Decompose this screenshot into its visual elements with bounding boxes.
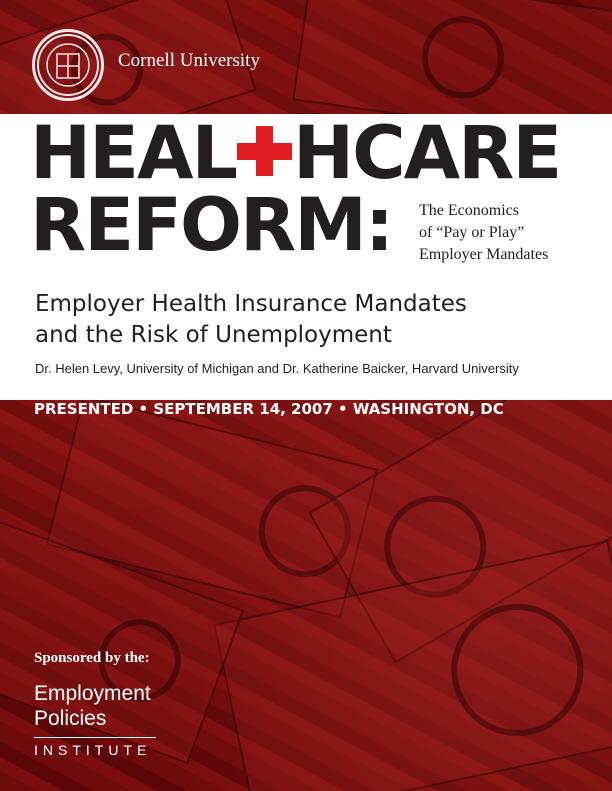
presented-date: PRESENTED • SEPTEMBER 14, 2007 • WASHINGTON, DC	[34, 400, 504, 418]
subtitle-line-2: and the Risk of Unemployment	[35, 322, 392, 348]
authors-line: Dr. Helen Levy, University of Michigan and Dr. Katherine Baicker, Harvard University	[35, 361, 519, 376]
sponsor-org-line-3: INSTITUTE	[34, 742, 152, 758]
title-word-heal: HEAL	[30, 111, 236, 196]
tagline	[419, 200, 548, 266]
title-word-hcare: HCARE	[292, 111, 561, 196]
subtitle-line-1: Employer Health Insurance Mandates	[35, 291, 467, 317]
title-line-2: REFORM:	[30, 183, 393, 268]
subtitle	[35, 289, 467, 351]
tagline-line-2: of “Pay or Play”	[419, 224, 525, 241]
title-line-1	[30, 111, 561, 196]
sponsor-divider	[34, 737, 156, 738]
sponsor-org-line-1: Employment	[34, 682, 151, 705]
sponsor-label: Sponsored by the:	[34, 650, 150, 666]
tagline-line-1: The Economics	[419, 202, 519, 219]
red-cross-icon	[237, 126, 292, 176]
institution-name: Cornell University	[118, 50, 260, 71]
sponsor-logo	[34, 681, 156, 758]
cornell-seal-icon	[32, 29, 104, 101]
tagline-line-3: Employer Mandates	[419, 246, 549, 263]
sponsor-org-line-2: Policies	[34, 707, 107, 730]
